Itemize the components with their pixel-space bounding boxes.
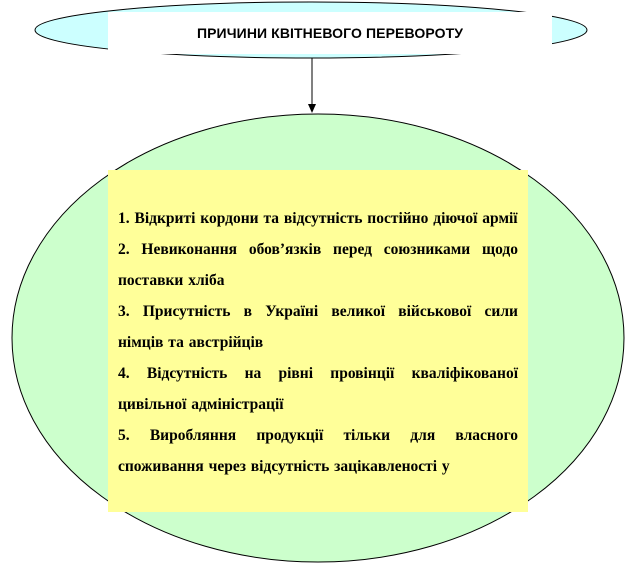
connector-arrow-head xyxy=(308,104,316,113)
cause-item-4: 4. Відсутність на рівні провінції кваліфікованої цивільної адміністрації xyxy=(118,365,518,413)
cause-item-2: 2. Невиконання обов’язків перед союзниками щодо поставки хліба xyxy=(118,241,518,289)
title-box xyxy=(108,12,552,54)
causes-list xyxy=(118,203,518,482)
cause-item-5: 5. Виробляння продукції тільки для власного споживання через відсутність зацікавленості у xyxy=(118,427,518,475)
diagram-title: ПРИЧИНИ КВІТНЕВОГО ПЕРЕВОРОТУ xyxy=(196,25,464,41)
cause-item-3: 3. Присутність в Україні великої військової сили німців та австрійців xyxy=(118,303,518,351)
cause-item-1: 1. Відкриті кордони та відсутність постійно діючої армії xyxy=(118,210,518,227)
causes-text-box xyxy=(108,170,528,512)
